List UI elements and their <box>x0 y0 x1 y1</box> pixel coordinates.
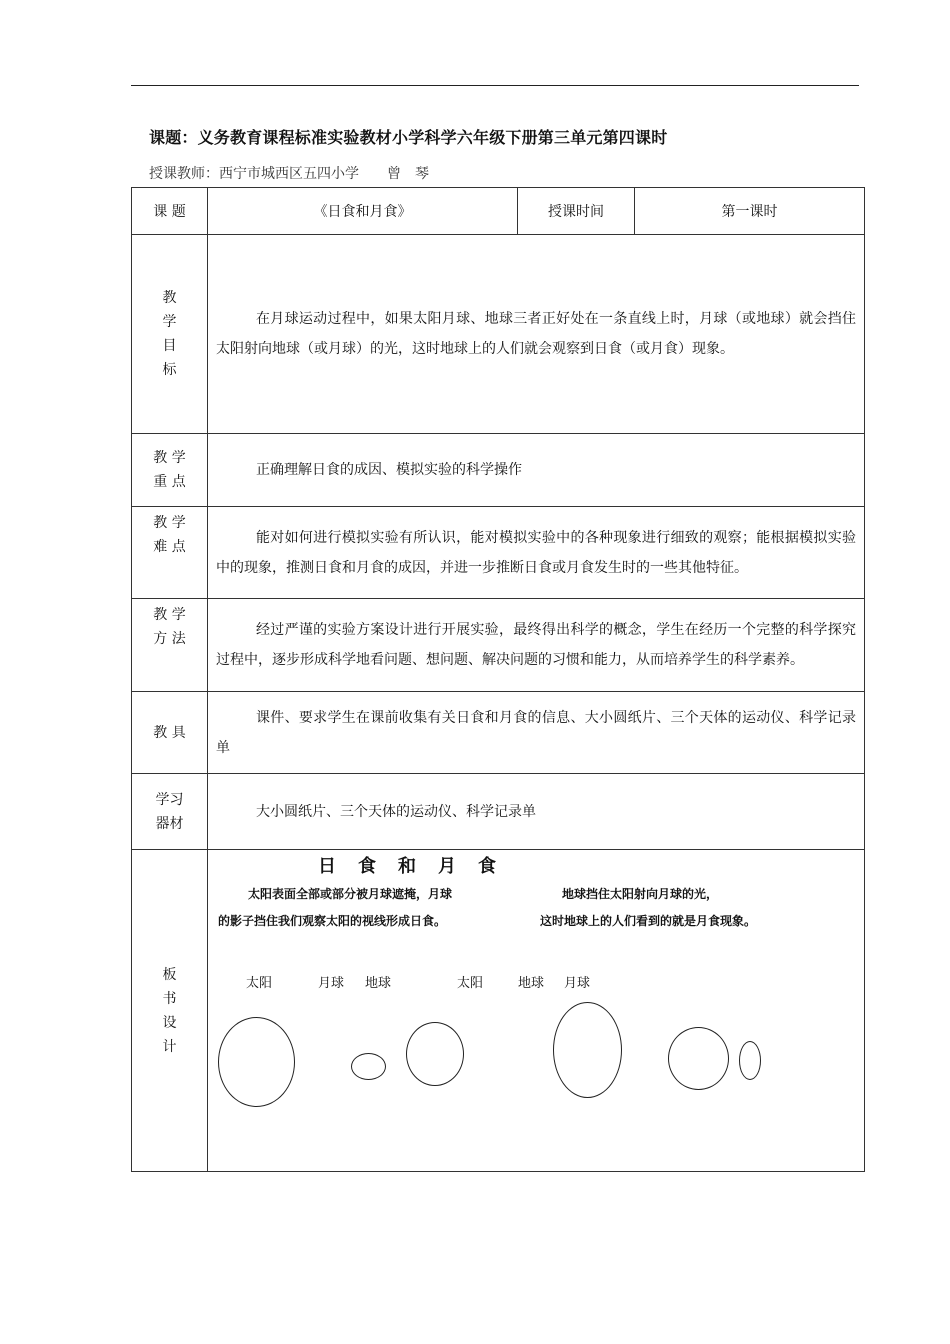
lesson-plan-table <box>131 187 865 1172</box>
difficulties-label: 教 学 难 点 <box>132 507 208 599</box>
teacher-line: 授课教师：西宁市城西区五四小学 曾 琴 <box>149 166 429 182</box>
topic-value: 《日食和月食》 <box>208 188 518 235</box>
topic-row <box>132 188 865 235</box>
difficulties-text: 能对如何进行模拟实验有所认识，能对模拟实验中的各种现象进行细致的观察；能根据模拟实验中的现象，推测日食和月食的成因，并进一步推断日食或月食发生时的一些其他特征。 <box>208 507 865 599</box>
materials-text: 大小圆纸片、三个天体的运动仪、科学记录单 <box>208 774 865 850</box>
key-points-row <box>132 434 865 507</box>
materials-row <box>132 774 865 850</box>
methods-text: 经过严谨的实验方案设计进行开展实验，最终得出科学的概念，学生在经历一个完整的科学探究过程中，逐步形成科学地看问题、想问题、解决问题的习惯和能力，从而培养学生的科学素养。 <box>208 599 865 692</box>
time-value: 第一课时 <box>635 188 865 235</box>
solar-diagram-earth-label: 地球 <box>365 976 392 991</box>
lunar-diagram-earth-circle <box>668 1027 729 1090</box>
solar-diagram-earth-circle <box>406 1022 464 1086</box>
tools-row <box>132 692 865 774</box>
page-title: 课题：义务教育课程标准实验教材小学科学六年级下册第三单元第四课时 <box>149 128 668 147</box>
tools-label: 教 具 <box>132 692 208 774</box>
tools-text: 课件、要求学生在课前收集有关日食和月食的信息、大小圆纸片、三个天体的运动仪、科学记录单 <box>208 692 865 774</box>
solar-eclipse-desc-line2: 的影子挡住我们观察太阳的视线形成日食。 <box>218 914 447 928</box>
lunar-diagram-sun-circle <box>553 1002 622 1098</box>
topic-label: 课 题 <box>132 188 208 235</box>
lunar-diagram-earth-label: 地球 <box>518 976 545 991</box>
methods-label: 教 学 方 法 <box>132 599 208 692</box>
key-points-text: 正确理解日食的成因、模拟实验的科学操作 <box>208 434 865 507</box>
goals-text: 在月球运动过程中，如果太阳月球、地球三者正好处在一条直线上时，月球（或地球）就会挡住太阳射向地球（或月球）的光，这时地球上的人们就会观察到日食（或月食）现象。 <box>208 235 865 434</box>
board-title: 日食和月食 <box>318 856 518 877</box>
solar-diagram-moon-label: 月球 <box>318 976 345 991</box>
lunar-eclipse-desc-line1: 地球挡住太阳射向月球的光， <box>562 887 719 901</box>
time-label: 授课时间 <box>518 188 635 235</box>
goals-row <box>132 235 865 434</box>
lunar-eclipse-desc-line2: 这时地球上的人们看到的就是月食现象。 <box>540 914 757 928</box>
difficulties-row <box>132 507 865 599</box>
lunar-diagram-sun-label: 太阳 <box>457 976 484 991</box>
board-design <box>208 850 865 1172</box>
goals-label: 教 学 目 标 <box>132 235 208 434</box>
key-points-label: 教 学 重 点 <box>132 434 208 507</box>
solar-diagram-sun-circle <box>218 1017 295 1107</box>
solar-diagram-moon-circle <box>351 1053 386 1080</box>
lunar-diagram-moon-label: 月球 <box>564 976 591 991</box>
board-row <box>132 850 865 1172</box>
solar-diagram-sun-label: 太阳 <box>246 976 273 991</box>
solar-eclipse-desc-line1: 太阳表面全部或部分被月球遮掩，月球 <box>248 887 453 901</box>
board-label: 板 书 设 计 <box>132 850 208 1172</box>
materials-label: 学习 器材 <box>132 774 208 850</box>
lunar-diagram-moon-circle <box>739 1041 761 1080</box>
top-rule <box>131 85 859 86</box>
methods-row <box>132 599 865 692</box>
